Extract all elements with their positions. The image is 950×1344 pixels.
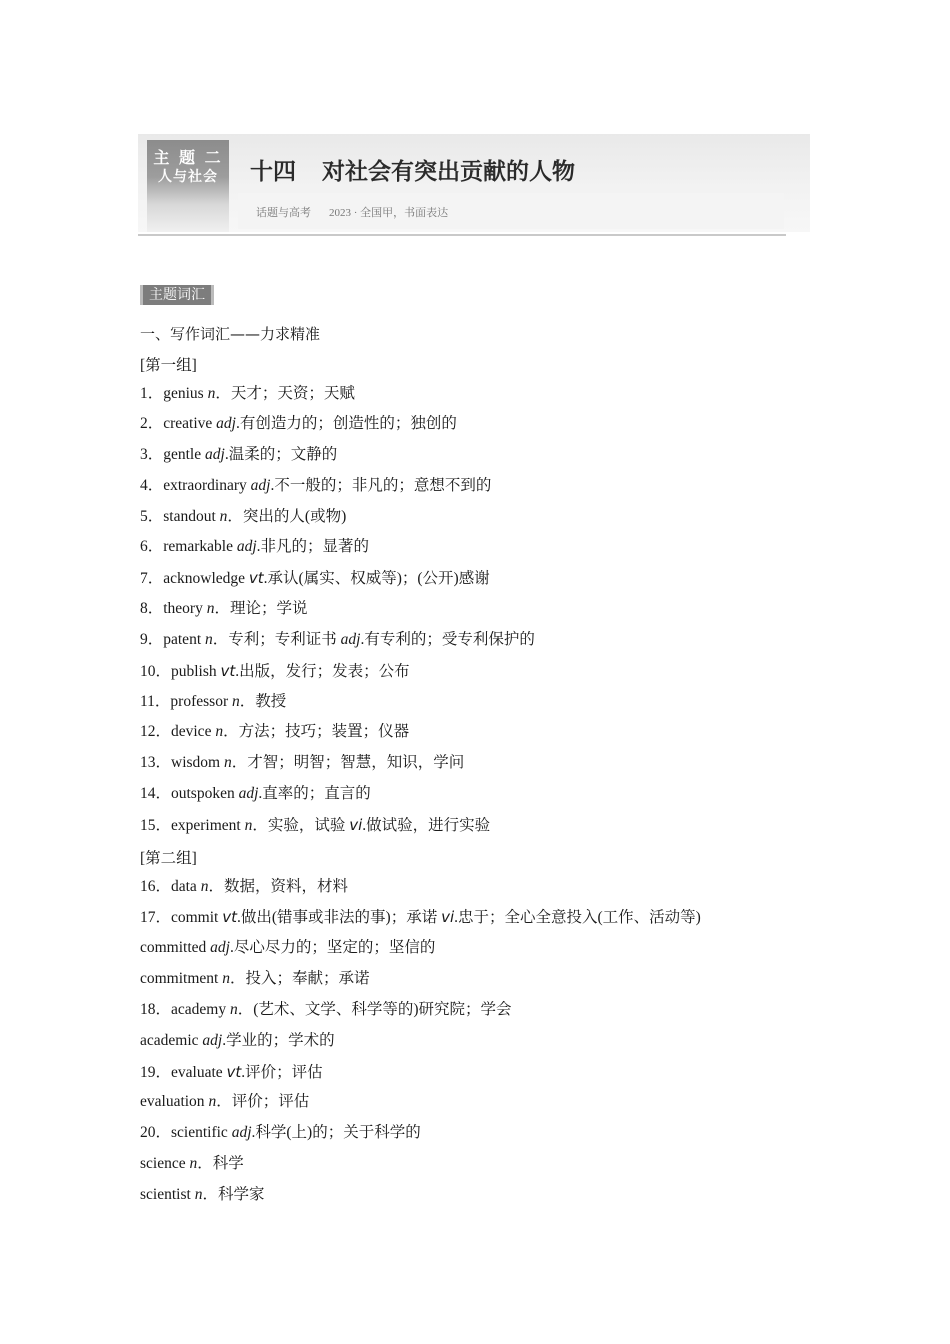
vocab-meaning: .承认(属实、权威等)；(公开)感谢 bbox=[263, 570, 490, 587]
vocab-entry bbox=[140, 507, 346, 527]
vocab-word: scientist bbox=[140, 1186, 195, 1203]
vocab-word: 14．outspoken bbox=[140, 785, 239, 802]
part-of-speech: adj bbox=[238, 785, 259, 802]
vocab-meaning: ．评价；评估 bbox=[216, 1093, 310, 1110]
vocab-meaning: ．科学家 bbox=[202, 1186, 265, 1203]
vocab-meaning: .忠于；全心全意投入(工作、活动等) bbox=[454, 909, 701, 926]
vocab-meaning: ．科学 bbox=[197, 1155, 244, 1172]
vocab-word: 7．acknowledge bbox=[140, 570, 249, 587]
vocab-entry bbox=[140, 938, 435, 958]
vocab-word: 17．commit bbox=[140, 909, 223, 926]
vocab-meaning: .非凡的；显著的 bbox=[256, 538, 370, 555]
vocab-word: 8．theory bbox=[140, 600, 207, 617]
vocab-meaning: .做出(错事或非法的事)；承诺 bbox=[237, 909, 442, 926]
exam-info bbox=[256, 204, 448, 220]
part-of-speech: n bbox=[229, 1001, 238, 1018]
theme-tag-line2: 人与社会 bbox=[158, 169, 218, 185]
vocab-word: 13．wisdom bbox=[140, 754, 224, 771]
vocab-meaning: .有创造力的；创造性的；独创的 bbox=[235, 415, 457, 432]
vocab-word: 9．patent bbox=[140, 631, 205, 648]
vocab-meaning: .出版，发行；发表；公布 bbox=[235, 663, 410, 680]
vocab-entry bbox=[140, 1092, 309, 1112]
part-of-speech: adj bbox=[205, 446, 225, 463]
vocab-entry bbox=[140, 969, 370, 989]
vocab-entry bbox=[140, 445, 337, 465]
vocab-entry bbox=[140, 692, 286, 712]
part-of-speech: adj bbox=[340, 631, 361, 648]
exam-info-label: 话题与高考 bbox=[256, 207, 311, 219]
vocab-entry bbox=[140, 1154, 244, 1174]
vocab-meaning: .有专利的；受专利保护的 bbox=[360, 631, 535, 648]
vocab-entry bbox=[140, 384, 355, 404]
unit-title-text: 对社会有突出贡献的人物 bbox=[322, 159, 575, 185]
part-of-speech: n bbox=[223, 754, 232, 771]
vocab-word: 18．academy bbox=[140, 1001, 230, 1018]
vocab-meaning: ．数据，资料，材料 bbox=[208, 878, 348, 895]
vocab-entry bbox=[140, 537, 369, 557]
exam-info-value: 2023 · 全国甲，书面表达 bbox=[329, 207, 449, 219]
vocab-word: 20．scientific bbox=[140, 1124, 232, 1141]
vocab-entry bbox=[140, 1062, 323, 1083]
part-of-speech: adj bbox=[202, 1032, 223, 1049]
vocab-meaning: ．实验，试验 bbox=[252, 817, 350, 834]
vocab-meaning: ．方法；技巧；装置；仪器 bbox=[223, 723, 410, 740]
theme-tag-line1: 主 题 二 bbox=[153, 148, 223, 167]
vocab-meaning: ．投入；奉献；承诺 bbox=[229, 970, 370, 987]
vocab-entry bbox=[140, 877, 348, 897]
part-of-speech: n bbox=[194, 1186, 203, 1203]
vocab-entry bbox=[140, 1123, 421, 1143]
part-of-speech: adj bbox=[236, 538, 257, 555]
vocab-meaning: .学业的；学术的 bbox=[222, 1032, 335, 1049]
part-of-speech: n bbox=[219, 508, 228, 525]
vocab-meaning: .温柔的；文静的 bbox=[224, 446, 338, 463]
vocab-word: committed bbox=[140, 939, 211, 956]
part-of-speech: n bbox=[200, 878, 209, 895]
vocab-entry bbox=[140, 1000, 512, 1020]
vocab-entry bbox=[140, 599, 308, 619]
vocab-entry bbox=[140, 815, 490, 836]
group-label-2: [第二组] bbox=[140, 850, 197, 867]
part-of-speech: adj bbox=[250, 477, 271, 494]
vocab-meaning: ．才智；明智；智慧，知识，学问 bbox=[231, 754, 465, 771]
part-of-speech: n bbox=[208, 1093, 217, 1110]
part-of-speech: n bbox=[205, 631, 213, 648]
vocab-entry bbox=[140, 661, 410, 682]
unit-number: 十四 bbox=[250, 159, 296, 185]
vocab-meaning: ．专利；专利证书 bbox=[212, 631, 341, 648]
vocab-entry bbox=[140, 1185, 264, 1205]
group-label-1: [第一组] bbox=[140, 357, 197, 374]
vocab-word: commitment bbox=[140, 970, 223, 987]
part-of-speech: adj bbox=[210, 939, 230, 956]
vocab-word: 4．extraordinary bbox=[140, 477, 251, 494]
vocab-word: science bbox=[140, 1155, 190, 1172]
vocab-entry bbox=[140, 630, 535, 650]
part-of-speech: vt bbox=[226, 1063, 242, 1081]
vocab-word: 12．device bbox=[140, 723, 216, 740]
vocab-meaning: .直率的；直言的 bbox=[258, 785, 371, 802]
part-of-speech: n bbox=[244, 817, 253, 834]
vocab-word: 2．creative bbox=[140, 415, 217, 432]
vocab-entry bbox=[140, 784, 371, 804]
vocab-word: 1．genius bbox=[140, 385, 208, 402]
vocab-meaning: .不一般的；非凡的；意想不到的 bbox=[270, 477, 492, 494]
part-of-speech: n bbox=[189, 1155, 198, 1172]
vocab-entry bbox=[140, 1031, 335, 1051]
part-of-speech: n bbox=[206, 600, 215, 617]
part-of-speech: vt bbox=[248, 569, 264, 587]
vocab-word: 11．professor bbox=[140, 693, 232, 710]
vocab-meaning: ．突出的人(或物) bbox=[227, 508, 347, 525]
vocab-meaning: ．理论；学说 bbox=[214, 600, 308, 617]
part-of-speech: vi bbox=[349, 816, 363, 834]
vocab-entry bbox=[140, 476, 491, 496]
vocab-meaning: .做试验，进行实验 bbox=[362, 817, 491, 834]
vocab-word: 6．remarkable bbox=[140, 538, 237, 555]
vocab-word: academic bbox=[140, 1032, 203, 1049]
part-of-speech: vt bbox=[222, 908, 237, 926]
vocab-word: 19．evaluate bbox=[140, 1064, 227, 1081]
vocab-entry bbox=[140, 907, 701, 928]
vocab-word: 10．publish bbox=[140, 663, 221, 680]
unit-title bbox=[250, 153, 575, 186]
vocab-meaning: .科学(上)的；关于科学的 bbox=[251, 1124, 421, 1141]
vocab-meaning: ．天才；天资；天赋 bbox=[215, 385, 355, 402]
vocab-word: evaluation bbox=[140, 1093, 209, 1110]
vocab-word: 3．gentle bbox=[140, 446, 205, 463]
vocab-meaning: ．(艺术、文学、科学等的)研究院；学会 bbox=[237, 1001, 512, 1018]
banner-divider bbox=[138, 234, 786, 236]
part-of-speech: vi bbox=[441, 908, 455, 926]
vocab-entry bbox=[140, 753, 464, 773]
vocab-word: 5．standout bbox=[140, 508, 220, 525]
vocab-word: 15．experiment bbox=[140, 817, 245, 834]
part-of-speech: adj bbox=[231, 1124, 252, 1141]
vocab-entry bbox=[140, 722, 409, 742]
vocab-meaning: .尽心尽力的；坚定的；坚信的 bbox=[229, 939, 436, 956]
section-label: 主题词汇 bbox=[140, 285, 214, 305]
vocab-word: 16．data bbox=[140, 878, 201, 895]
section-heading: 一、写作词汇——力求精准 bbox=[140, 325, 321, 343]
part-of-speech: n bbox=[207, 385, 216, 402]
part-of-speech: n bbox=[222, 970, 230, 987]
vocab-entry bbox=[140, 568, 490, 589]
vocab-entry bbox=[140, 414, 457, 434]
vocab-meaning: ．教授 bbox=[239, 693, 287, 710]
part-of-speech: adj bbox=[216, 415, 236, 432]
part-of-speech: n bbox=[215, 723, 224, 740]
part-of-speech: n bbox=[231, 693, 240, 710]
vocab-meaning: .评价；评估 bbox=[241, 1064, 323, 1081]
theme-tag bbox=[147, 140, 229, 232]
part-of-speech: vt bbox=[220, 662, 236, 680]
